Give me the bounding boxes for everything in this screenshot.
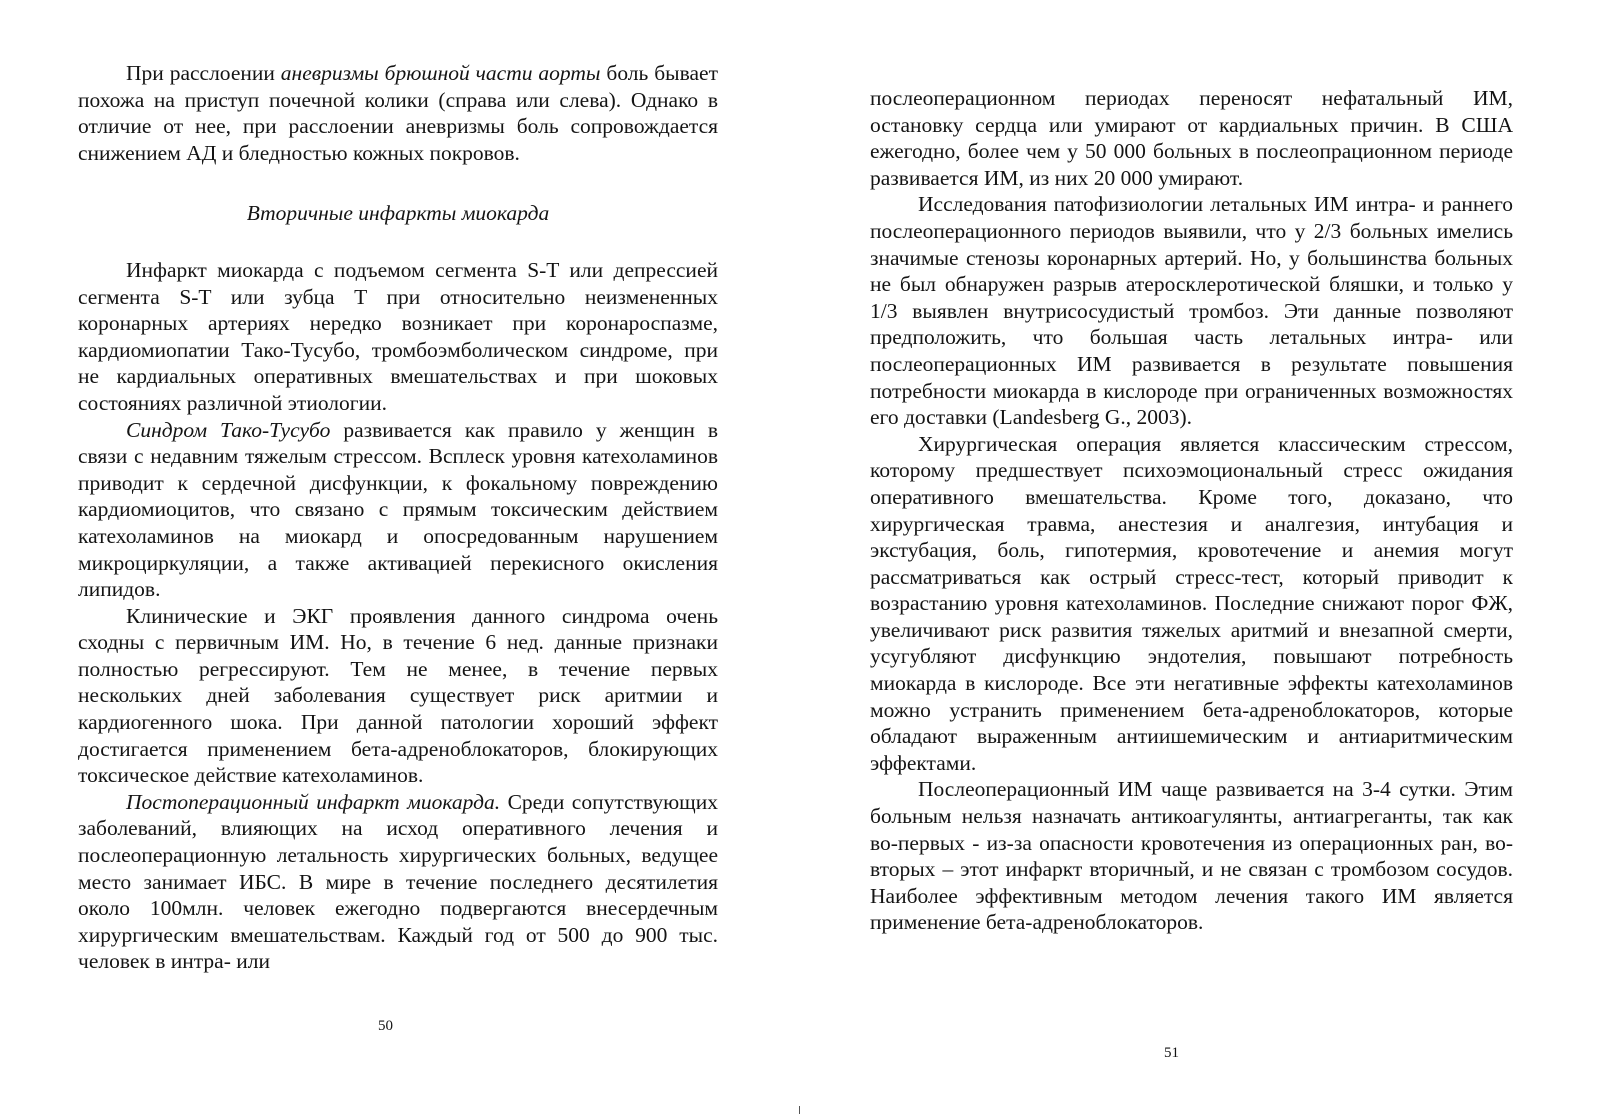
paragraph-pathophysiology: Исследования патофизиологии летальных ИМ интра- и раннего послеоперационного периодов выявили, что у 2/3 больных имелись значимые стенозы коронарных артерий. Но, у большинства больных не был обнаружен разрыв атеросклеротической бляшки, и только у 1/3 выявлен внутрисосудистый тромбоз. Эти данные позволяют предположить, что большая часть летальных интра- или послеоперационных ИМ развивается в результате повышения потребности миокарда в кислороде при ограниченных возможностях его доставки (Landesberg G., 2003). <box>870 192 1513 430</box>
paragraph-secondary-mi: Инфаркт миокарда с подъемом сегмента S-T или депрессией сегмента S-T или зубца T при относительно неизмененных коронарных артериях нередко возникает при коронароспазме, кардиомиопатии Тако-Тусубо, тромбоэмболическом синдроме, при не кардиальных оперативных вмешательствах и при шоковых состояниях различной этиологии. <box>78 257 718 415</box>
paragraph-text: развивается как правило у женщин в связи с недавним тяжелым стрессом. Всплеск уровня катехоламинов приводит к сердечной дисфункции, к фокальному повреждению кардиомиоцитов, что связано с прямым токсическим действием катехоламинов на миокард и опосредованным нарушением микроциркуляции, а также активацией перекисного окисления липидов. <box>78 417 718 602</box>
italic-term: Постоперационный инфаркт миокарда. <box>126 789 501 814</box>
paragraph-postop-mi-timing: Послеоперационный ИМ чаще развивается на 3-4 сутки. Этим больным нельзя назначать антикоагулянты, антиагреганты, так как во-первых - из-за опасности кровотечения из операционных ран, во-вторых – этот инфаркт вторичный, и не связан с тромбозом сосудов. Наиболее эффективным методом лечения такого ИМ является применение бета-адреноблокаторов. <box>870 777 1513 935</box>
paragraph-takotsubo <box>78 417 718 603</box>
section-heading: Вторичные инфаркты миокарда <box>246 201 550 226</box>
italic-term: аневризмы брюшной части аорты <box>280 61 601 85</box>
paragraph-continuation: послеоперационном периодах переносят нефатальный ИМ, остановку сердца или умирают от кардиальных причин. В США ежегодно, более чем у 50 000 больных в послеопрационном периоде развивается ИМ, из них 20 000 умирают. <box>870 86 1513 190</box>
right-page <box>870 0 1513 1118</box>
paragraph-clinical-ecg: Клинические и ЭКГ проявления данного синдрома очень сходны с первичным ИМ. Но, в течение 6 нед. данные признаки полностью регрессируют. Тем не менее, в течение первых нескольких дней заболевания существует риск аритмии и кардиогенного шока. При данной патологии хороший эффект достигается применением бета-адреноблокаторов, блокирующих токсическое действие катехоламинов. <box>78 603 718 788</box>
paragraph-text: Среди сопутствующих заболеваний, влияющих на исход оперативного лечения и послеоперационную летальность хирургических больных, ведущее место занимает ИБС. В мире в течение последнего десятилетия около 100млн. человек ежегодно подвергаются внесердечным хирургическим вмешательствам. Каждый год от 500 до 900 тыс. человек в интра- или <box>78 789 718 974</box>
paragraph-surgical-stress: Хирургическая операция является классическим стрессом, которому предшествует психоэмоциональный стресс ожидания оперативного вмешательства. Кроме того, доказано, что хирургическая травма, анестезия и аналгезия, интубация и экстубация, боль, гипотермия, кровотечение и анемия могут рассматриваться как острый стресс-тест, который приводит к возрастанию уровня катехоламинов. Последние снижают порог ФЖ, увеличивают риск развития тяжелых аритмий и внезапной смерти, усугубляют дисфункцию эндотелия, повышают потребность миокарда в кислороде. Все эти негативные эффекты катехоламинов можно устранить применением бета-адреноблокаторов, которые обладают выраженным антиишемическим и антиаритмическим эффектами. <box>870 431 1513 775</box>
italic-term: Синдром Тако-Тусубо <box>126 417 331 442</box>
gutter-mark <box>799 1106 800 1114</box>
paragraph-postoperative-mi <box>78 789 718 975</box>
page-number-left: 50 <box>378 1018 393 1034</box>
paragraph-text: боль бывает похожа на приступ почечной колики (справа или слева). Однако в отличие от нее, при расслоении аневризмы боль сопровождается снижением АД и бледностью кожных покровов. <box>78 61 718 165</box>
paragraph-text: При расслоении <box>126 61 281 85</box>
page-number-right: 51 <box>1164 1045 1179 1061</box>
left-page <box>78 0 718 1118</box>
paragraph-aortic-aneurysm <box>78 60 718 166</box>
